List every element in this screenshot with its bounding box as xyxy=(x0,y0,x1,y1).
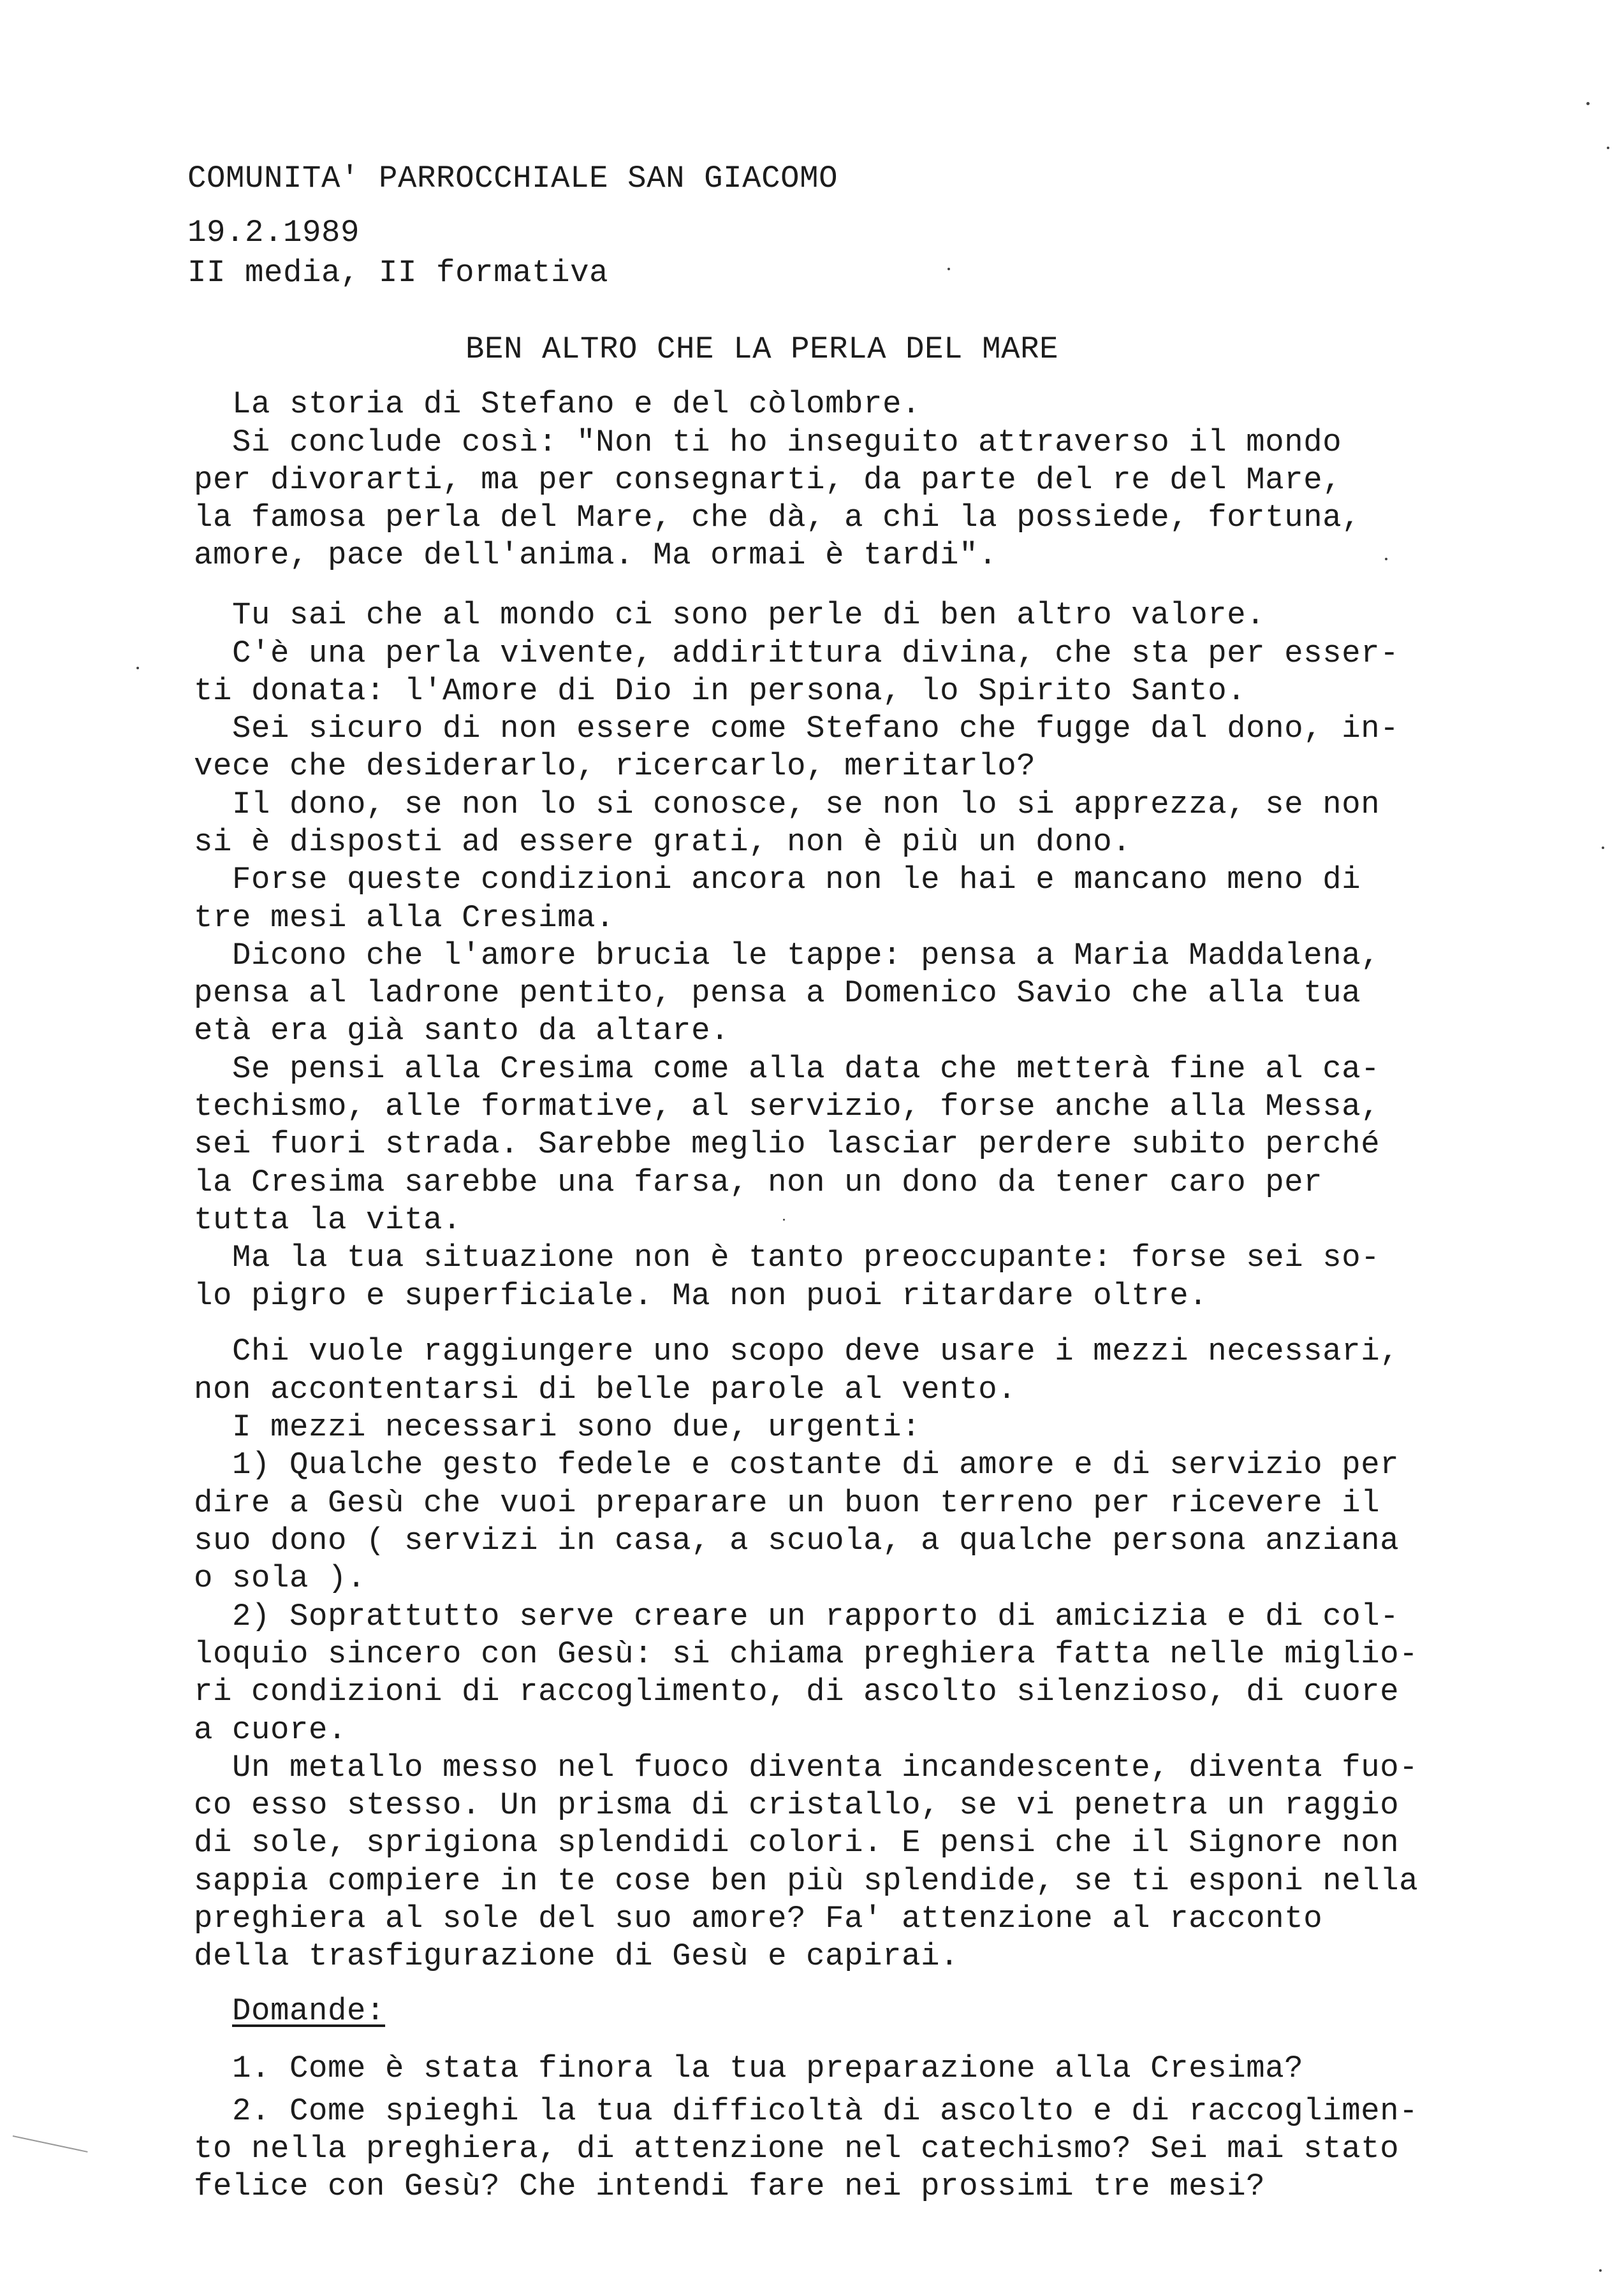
body-line: ri condizioni di raccoglimento, di ascolto silenzioso, di cuore xyxy=(194,1674,1400,1710)
body-line: Ma la tua situazione non è tanto preoccupante: forse sei so- xyxy=(232,1240,1380,1275)
organization-header: COMUNITA' PARROCCHIALE SAN GIACOMO xyxy=(187,161,838,196)
scan-scratch xyxy=(13,2135,88,2153)
body-line: la famosa perla del Mare, che dà, a chi la possiede, fortuna, xyxy=(194,500,1361,535)
body-line: età era già santo da altare. xyxy=(194,1013,730,1049)
body-line: La storia di Stefano e del còlombre. xyxy=(232,386,921,422)
body-line: Si conclude così: "Non ti ho inseguito attraverso il mondo xyxy=(232,425,1342,460)
questions-heading: Domande: xyxy=(232,1993,386,2029)
body-line: per divorarti, ma per consegnarti, da parte del re del Mare, xyxy=(194,462,1342,498)
question-line: 1. Come è stata finora la tua preparazione alla Cresima? xyxy=(232,2051,1304,2086)
date-line: 19.2.1989 xyxy=(187,215,360,251)
body-line: tutta la vita. xyxy=(194,1202,462,1238)
body-line: Forse queste condizioni ancora non le hai e mancano meno di xyxy=(232,862,1361,897)
body-line: sappia compiere in te cose ben più splendide, se ti esponi nella xyxy=(194,1863,1419,1899)
scan-speck xyxy=(947,268,950,270)
body-line: Il dono, se non lo si conosce, se non lo si apprezza, se non xyxy=(232,787,1380,822)
scan-speck xyxy=(783,1219,785,1221)
body-line: a cuore. xyxy=(194,1712,347,1748)
body-line: di sole, sprigiona splendidi colori. E pensi che il Signore non xyxy=(194,1825,1400,1861)
body-line: techismo, alle formative, al servizio, forse anche alla Messa, xyxy=(194,1089,1380,1124)
body-line: non accontentarsi di belle parole al vento. xyxy=(194,1372,1017,1407)
scan-speck xyxy=(1607,147,1609,149)
body-line: 2) Soprattutto serve creare un rapporto di amicizia e di col- xyxy=(232,1599,1400,1634)
body-line: 1) Qualche gesto fedele e costante di amore e di servizio per xyxy=(232,1447,1400,1483)
scan-speck xyxy=(1602,846,1604,849)
body-line: ti donata: l'Amore di Dio in persona, lo Spirito Santo. xyxy=(194,673,1247,709)
body-line: dire a Gesù che vuoi preparare un buon terreno per ricevere il xyxy=(194,1485,1380,1521)
question-line: felice con Gesù? Che intendi fare nei prossimi tre mesi? xyxy=(194,2169,1266,2204)
body-line: Se pensi alla Cresima come alla data che metterà fine al ca- xyxy=(232,1051,1380,1087)
scan-speck xyxy=(1599,2269,1602,2272)
question-line: 2. Come spieghi la tua difficoltà di ascolto e di raccoglimen- xyxy=(232,2093,1419,2129)
body-line: lo pigro e superficiale. Ma non puoi ritardare oltre. xyxy=(194,1278,1208,1314)
body-line: Sei sicuro di non essere come Stefano che fugge dal dono, in- xyxy=(232,711,1400,746)
audience-line: II media, II formativa xyxy=(187,255,609,291)
body-line: Tu sai che al mondo ci sono perle di ben altro valore. xyxy=(232,597,1266,633)
body-line: pensa al ladrone pentito, pensa a Domenico Savio che alla tua xyxy=(194,975,1361,1011)
scan-speck xyxy=(136,667,139,669)
body-line: tre mesi alla Cresima. xyxy=(194,900,615,936)
question-line: to nella preghiera, di attenzione nel catechismo? Sei mai stato xyxy=(194,2131,1400,2167)
body-line: la Cresima sarebbe una farsa, non un dono da tener caro per xyxy=(194,1165,1323,1200)
body-line: loquio sincero con Gesù: si chiama preghiera fatta nelle miglio- xyxy=(194,1636,1419,1672)
body-line: o sola ). xyxy=(194,1560,367,1596)
body-line: C'è una perla vivente, addirittura divina, che sta per esser- xyxy=(232,636,1400,671)
body-line: amore, pace dell'anima. Ma ormai è tardi". xyxy=(194,537,998,573)
body-line: della trasfigurazione di Gesù e capirai. xyxy=(194,1938,960,1974)
body-line: preghiera al sole del suo amore? Fa' attenzione al racconto xyxy=(194,1901,1323,1936)
body-line: si è disposti ad essere grati, non è più un dono. xyxy=(194,824,1132,860)
scan-speck xyxy=(1586,102,1590,105)
body-line: co esso stesso. Un prisma di cristallo, se vi penetra un raggio xyxy=(194,1787,1400,1823)
body-line: sei fuori strada. Sarebbe meglio lasciar perdere subito perché xyxy=(194,1126,1380,1162)
body-line: Dicono che l'amore brucia le tappe: pensa a Maria Maddalena, xyxy=(232,938,1380,973)
body-line: Un metallo messo nel fuoco diventa incandescente, diventa fuo- xyxy=(232,1750,1419,1785)
body-line: suo dono ( servizi in casa, a scuola, a qualche persona anziana xyxy=(194,1523,1400,1559)
document-title: BEN ALTRO CHE LA PERLA DEL MARE xyxy=(465,331,1059,367)
body-line: I mezzi necessari sono due, urgenti: xyxy=(232,1409,921,1445)
scan-speck xyxy=(1385,558,1387,560)
body-line: Chi vuole raggiungere uno scopo deve usare i mezzi necessari, xyxy=(232,1333,1400,1369)
body-line: vece che desiderarlo, ricercarlo, meritarlo? xyxy=(194,748,1036,784)
